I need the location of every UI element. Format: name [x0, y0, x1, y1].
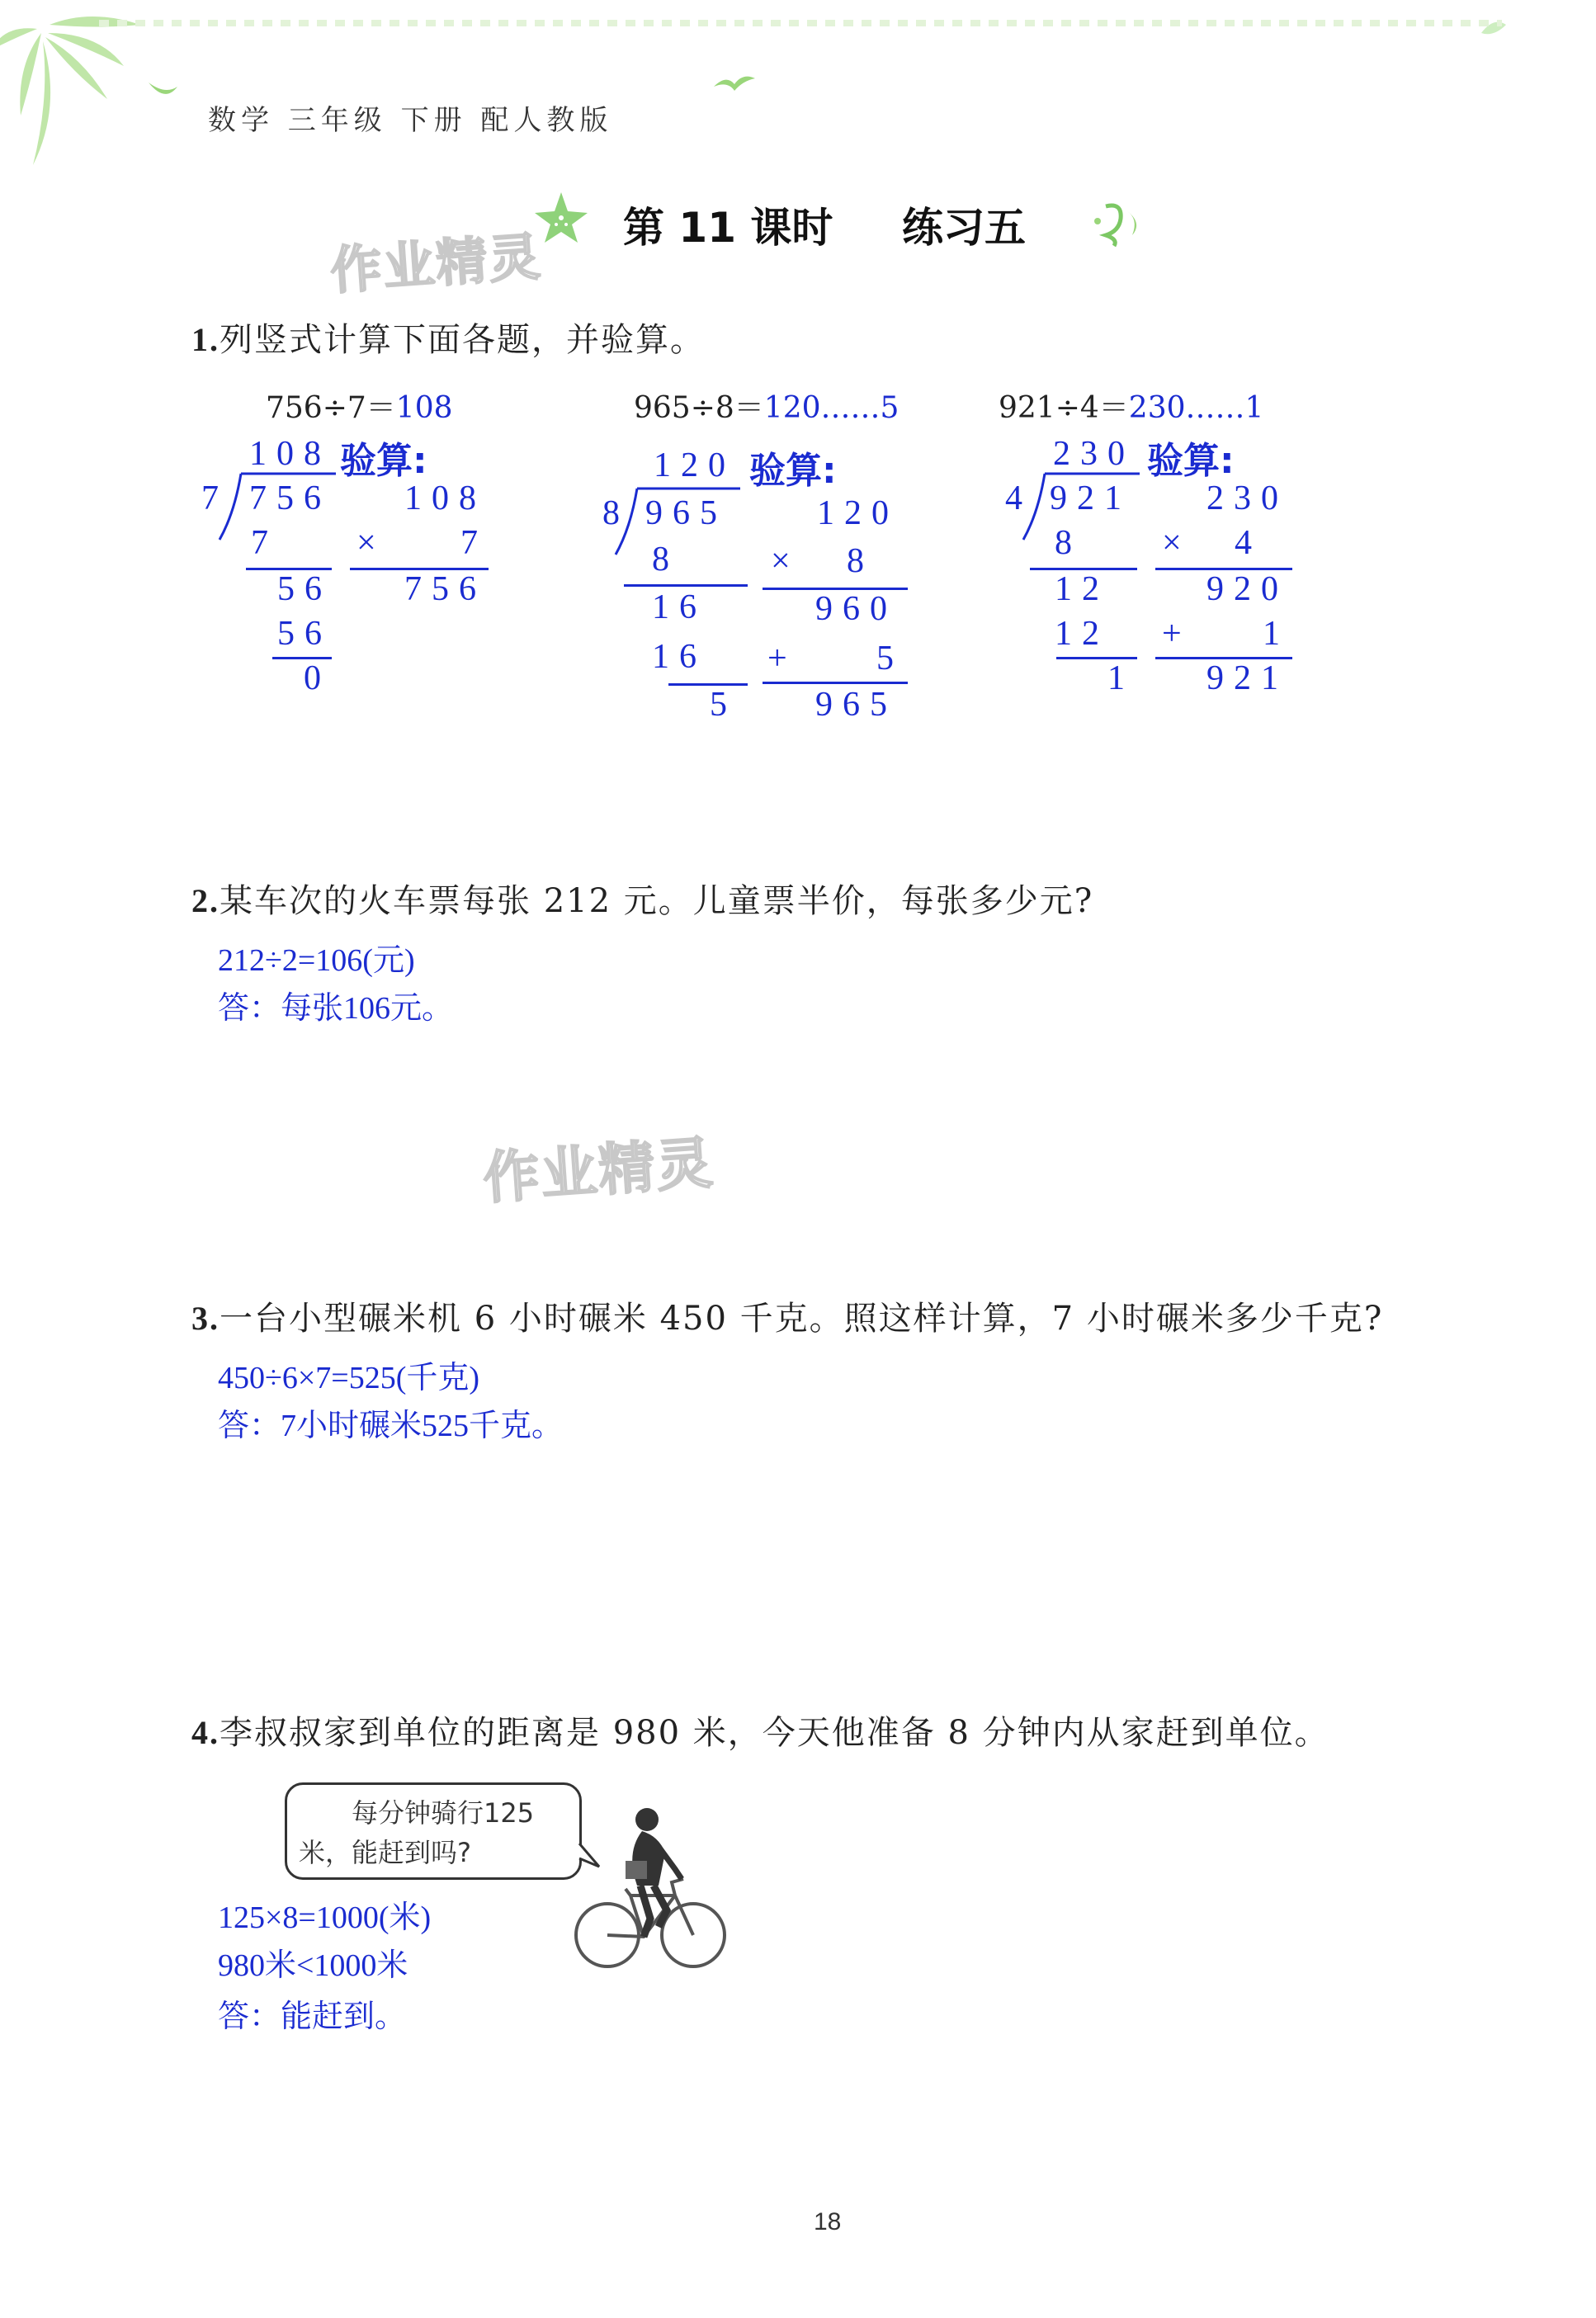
answer-line: 答：7小时碾米525千克。 [218, 1409, 564, 1443]
step: 16 [652, 638, 706, 676]
solution-line: 125×8=1000(米) [218, 1900, 432, 1935]
step: 12 [1055, 570, 1109, 608]
question-2: 2.某车次的火车票每张 212 元。儿童票半价，每张多少元? [191, 882, 1094, 920]
check-factor: 8 [847, 542, 874, 580]
quotient: 120 [654, 446, 735, 484]
check-label: 验算: [749, 450, 837, 492]
answer-line: 答：能赶到。 [218, 1999, 407, 2034]
watermark: 作业精灵 [328, 226, 544, 301]
step: 1 [1107, 659, 1135, 697]
step: 8 [1055, 524, 1082, 562]
step: 0 [304, 659, 331, 697]
check-result: 965 [815, 686, 897, 724]
solution-line: 980米<1000米 [218, 1948, 408, 1983]
problem-1-equation: 756÷7＝108 [266, 391, 453, 425]
speech-bubble: 每分钟骑行125 米，能赶到吗? [285, 1782, 582, 1880]
check-addend: 5 [876, 640, 904, 677]
problem-3-equation: 921÷4＝230……1 [999, 391, 1264, 425]
solution-line: 212÷2=106(元) [218, 943, 415, 978]
check-product: 920 [1206, 570, 1288, 608]
check-factor: 108 [404, 479, 486, 517]
step: 56 [277, 615, 332, 653]
page-number: 18 [814, 2208, 842, 2235]
step: 5 [710, 686, 737, 724]
question-1: 1.列竖式计算下面各题，并验算。 [191, 321, 705, 359]
step: 16 [652, 588, 706, 626]
book-header: 数学 三年级 下册 配人教版 [208, 104, 613, 137]
check-operator: + [1162, 615, 1192, 653]
divisor: 4 [1005, 479, 1032, 517]
step: 8 [652, 541, 679, 578]
check-factor: 7 [460, 524, 488, 562]
check-factor: 120 [817, 494, 899, 532]
check-result: 921 [1206, 659, 1288, 697]
bird-icon [710, 66, 759, 99]
check-operator: × [1162, 524, 1192, 562]
cyclist-illustration [568, 1803, 733, 1976]
dividend: 965 [645, 494, 727, 532]
top-border-pattern [99, 20, 1502, 26]
question-4: 4.李叔叔家到单位的距离是 980 米，今天他准备 8 分钟内从家赶到单位。 [191, 1714, 1329, 1752]
check-operator: + [767, 640, 797, 677]
check-label: 验算: [340, 440, 427, 482]
check-factor: 230 [1206, 479, 1288, 517]
check-result: 756 [404, 570, 486, 608]
divisor: 7 [201, 479, 229, 517]
palm-leaves-decoration [0, 0, 215, 190]
check-label: 验算: [1147, 440, 1235, 482]
check-operator: × [357, 524, 386, 562]
quotient: 108 [249, 435, 331, 473]
dividend: 756 [249, 479, 331, 517]
divisor: 8 [602, 494, 630, 532]
seahorse-icon [1081, 198, 1147, 248]
check-factor: 4 [1235, 524, 1262, 562]
watermark: 作业精灵 [481, 1131, 716, 1212]
check-operator: × [771, 542, 800, 580]
answer-line: 答：每张106元。 [218, 991, 454, 1026]
step: 12 [1055, 615, 1109, 653]
step: 56 [277, 570, 332, 608]
check-product: 960 [815, 590, 897, 628]
solution-line: 450÷6×7=525(千克) [218, 1361, 480, 1395]
question-3: 3.一台小型碾米机 6 小时碾米 450 千克。照这样计算，7 小时碾米多少千克? [191, 1300, 1384, 1338]
problem-2-equation: 965÷8＝120……5 [634, 391, 900, 425]
step: 7 [251, 524, 278, 562]
check-addend: 1 [1263, 615, 1290, 653]
lesson-subtitle: 练习五 [902, 204, 1026, 252]
quotient: 230 [1053, 435, 1135, 473]
dividend: 921 [1050, 479, 1131, 517]
lesson-title: 第 11 课时 [623, 204, 833, 252]
